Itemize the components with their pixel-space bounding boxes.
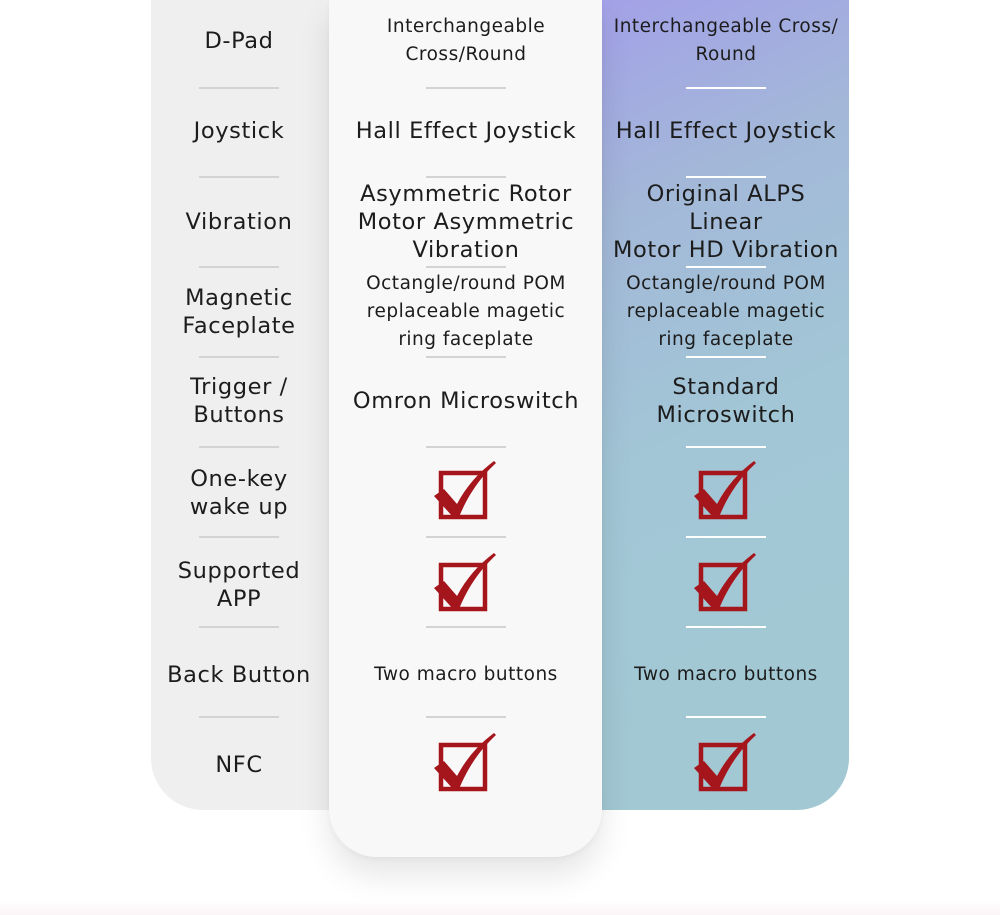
feature-label: Joystick [193, 118, 285, 144]
model-b-cell [606, 630, 846, 720]
checkbox-checked-icon [693, 732, 759, 798]
feature-label-cell [139, 540, 339, 630]
feature-label: Trigger / Buttons [190, 374, 288, 428]
row-divider [686, 716, 766, 718]
feature-value: Omron Microswitch [352, 388, 580, 414]
checkbox-checked-icon [693, 460, 759, 526]
feature-label-cell [139, 0, 339, 86]
feature-label: Supported APP [177, 558, 301, 612]
feature-label-cell [139, 720, 339, 810]
model-b-cell [606, 448, 846, 538]
feature-label: Vibration [185, 209, 293, 235]
row-divider [426, 536, 506, 538]
feature-label-cell [139, 448, 339, 538]
feature-value: Octangle/round POM replaceable magetic ring faceplate [366, 273, 566, 350]
model-b-cell [606, 720, 846, 810]
row-divider [199, 536, 279, 538]
checkbox-checked-icon [433, 460, 499, 526]
feature-label-cell [139, 86, 339, 176]
row-divider [686, 626, 766, 628]
feature-value: Interchangeable Cross/ Round [613, 16, 839, 65]
model-a-cell [335, 720, 597, 810]
feature-value: Standard Microswitch [656, 374, 796, 428]
model-a-cell [335, 540, 597, 630]
model-a-cell [335, 630, 597, 720]
row-divider [199, 626, 279, 628]
model-a-cell [335, 448, 597, 538]
model-b-cell [606, 356, 846, 446]
model-b-column [602, 0, 849, 810]
feature-value: Original ALPS Linear Motor HD Vibration [613, 181, 839, 263]
feature-value: Hall Effect Joystick [615, 118, 837, 144]
checkbox-checked-icon [433, 552, 499, 618]
feature-value: Two macro buttons [374, 664, 558, 685]
feature-value: Asymmetric Rotor Motor Asymmetric Vibration [357, 181, 575, 263]
row-divider [199, 716, 279, 718]
row-divider [686, 536, 766, 538]
model-b-cell [606, 177, 846, 267]
feature-label-cell [139, 267, 339, 357]
feature-label-cell [139, 177, 339, 267]
checkbox-checked-icon [693, 552, 759, 618]
model-a-cell [335, 177, 597, 267]
model-a-column [329, 0, 602, 857]
model-b-cell [606, 267, 846, 357]
row-divider [426, 626, 506, 628]
checkbox-checked-icon [433, 732, 499, 798]
feature-label: One-key wake up [189, 466, 289, 520]
bottom-fade [0, 901, 1000, 915]
feature-label-cell [139, 356, 339, 446]
model-a-cell [335, 356, 597, 446]
model-a-cell [335, 0, 597, 86]
row-divider [426, 716, 506, 718]
feature-value: Hall Effect Joystick [355, 118, 577, 144]
feature-label-cell [139, 630, 339, 720]
model-b-cell [606, 540, 846, 630]
model-a-cell [335, 86, 597, 176]
feature-value: Two macro buttons [634, 664, 818, 685]
feature-label: NFC [215, 752, 263, 778]
feature-label: Magnetic Faceplate [182, 285, 296, 339]
model-a-cell [335, 267, 597, 357]
model-b-cell [606, 0, 846, 86]
feature-label: Back Button [167, 662, 311, 688]
feature-value: Interchangeable Cross/Round [386, 16, 546, 65]
feature-value: Octangle/round POM replaceable magetic ring faceplate [626, 273, 826, 350]
feature-label: D-Pad [204, 28, 274, 54]
model-b-cell [606, 86, 846, 176]
